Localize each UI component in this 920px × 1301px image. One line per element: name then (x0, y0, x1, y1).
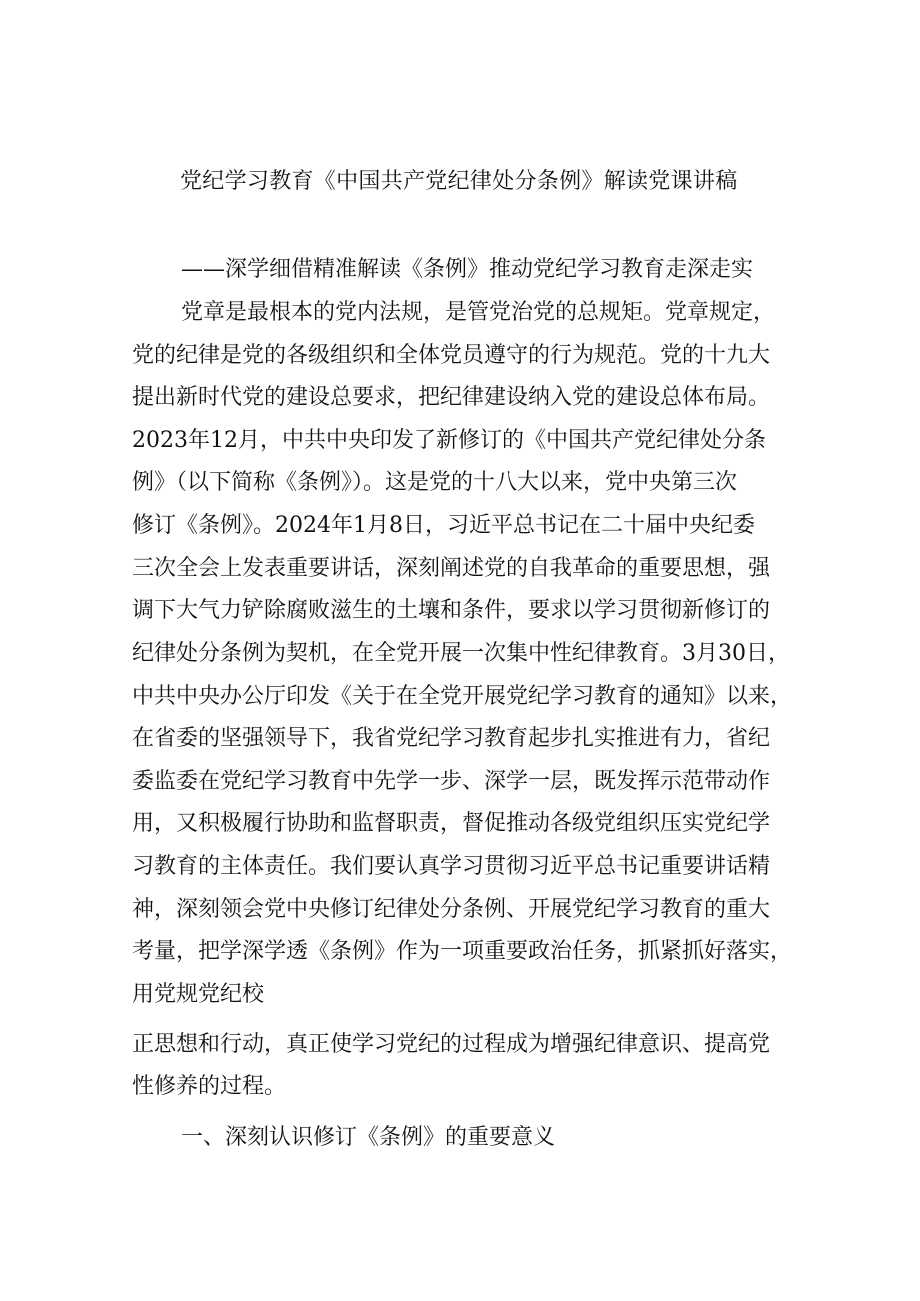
paragraph-line: 在省委的坚强领导下，我省党纪学习教育起步扎实推进有力，省纪 (132, 726, 771, 751)
paragraph-line: 纪律处分条例为契机，在全党开展一次集中性纪律教育。3月30日， (132, 641, 790, 666)
paragraph-line: 调下大气力铲除腐败滋生的土壤和条件，要求以学习贯彻新修订的 (132, 598, 771, 623)
paragraph-line: 神，深刻领会党中央修订纪律处分条例、开展党纪学习教育的重大 (132, 897, 771, 922)
paragraph-line: 性修养的过程。 (132, 1074, 287, 1099)
paragraph-line: 中共中央办公厅印发《关于在全党开展党纪学习教育的通知》以来， (132, 684, 793, 709)
paragraph-line: 提出新时代党的建设总要求，把纪律建设纳入党的建设总体布局。 (132, 385, 771, 410)
paragraph-line: 用党规党纪校 (132, 982, 265, 1007)
paragraph-line: 考量，把学深学透《条例》作为一项重要政治任务，抓紧抓好落实， (132, 939, 793, 964)
paragraph-line: 正思想和行动，真正使学习党纪的过程成为增强纪律意识、提高党 (132, 1032, 771, 1057)
paragraph-line: 2023年12月，中共中央印发了新修订的《中国共产党纪律处分条 (132, 428, 766, 453)
section-heading: 一、深刻认识修订《条例》的重要意义 (181, 1125, 556, 1150)
paragraph-line: 例》（以下简称《条例》）。这是党的十八大以来，党中央第三次 (132, 470, 738, 495)
document-subtitle: ——深学细借精准解读《条例》推动党纪学习教育走深走实 (181, 257, 754, 282)
paragraph-line: 修订《条例》。2024年1月8日，习近平总书记在二十届中央纪委 (132, 513, 755, 538)
paragraph-line: 党章是最根本的党内法规，是管党治党的总规矩。党章规定， (181, 300, 776, 325)
paragraph-line: 党的纪律是党的各级组织和全体党员遵守的行为规范。党的十九大 (132, 343, 771, 368)
document-title: 党纪学习教育《中国共产党纪律处分条例》解读党课讲稿 (180, 169, 738, 194)
paragraph-line: 习教育的主体责任。我们要认真学习贯彻习近平总书记重要讲话精 (132, 854, 771, 879)
paragraph-line: 委监委在党纪学习教育中先学一步、深学一层，既发挥示范带动作 (132, 769, 771, 794)
paragraph-line: 用，又积极履行协助和监督职责，督促推动各级党组织压实党纪学 (132, 811, 771, 836)
paragraph-line: 三次全会上发表重要讲话，深刻阐述党的自我革命的重要思想，强 (132, 556, 771, 581)
